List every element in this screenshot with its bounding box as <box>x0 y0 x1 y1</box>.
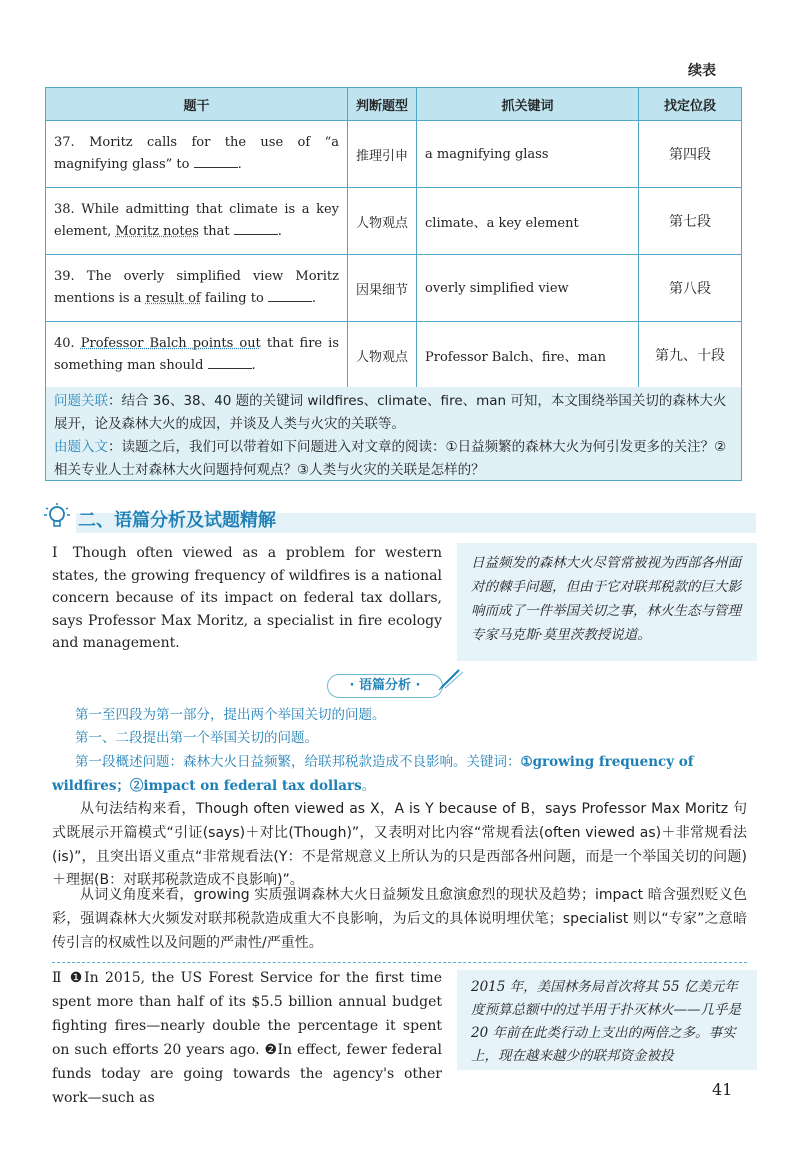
table-header-row <box>46 88 742 121</box>
question-location: 第七段 <box>639 188 742 255</box>
question-location: 第四段 <box>639 121 742 188</box>
table-row <box>46 322 742 389</box>
question-keyword: Professor Balch、fire、man <box>417 322 639 389</box>
question-keyword: a magnifying glass <box>417 121 639 188</box>
info-entry: 由题入文：读题之后，我们可以带着如下问题进入对文章的阅读：①日益频繁的森林大火为何引发更多的关注？②相关专业人士对森林大火问题持何观点？③人类与火灾的关联是怎样的？ <box>54 439 727 478</box>
table-row <box>46 188 742 255</box>
question-table <box>45 87 742 389</box>
info-relation: 问题关联：结合 36、38、40 题的关键词 wildfires、climate、fire、man 可知，本文围绕举国关切的森林大火展开，论及森林大火的成因，并谈及人类与火灾的关联等。 <box>54 393 727 432</box>
table-row <box>46 255 742 322</box>
info-label-relation: 问题关联 <box>54 393 108 409</box>
question-info-box <box>45 387 742 481</box>
question-keyword: overly simplified view <box>417 255 639 322</box>
section-heading <box>40 503 760 533</box>
continued-label: 续表 <box>688 63 716 79</box>
question-type: 推理引申 <box>348 121 417 188</box>
paragraph-1-english: Ⅰ Though often viewed as a problem for western states, the growing frequency of wildfires is a national concern because of its impact on federal tax dollars, says Professor Max Moritz, a specialist in fire ecology and management. <box>52 545 442 651</box>
answer-blank <box>234 222 278 235</box>
question-type: 人物观点 <box>348 322 417 389</box>
col-header-type: 判断题型 <box>348 88 417 121</box>
section-title: 二、语篇分析及试题精解 <box>78 510 276 531</box>
paragraph-2-translation: 2015 年，美国林务局首次将其 55 亿美元年度预算总额中的过半用于扑灭林火——几乎是 20 年前在此类行动上支出的两倍之多。事实上，现在越来越少的联邦资金被投 <box>457 970 757 1070</box>
paragraph-2-english: Ⅱ ❶In 2015, the US Forest Service for the first time spent more than half of its $5.5 billion annual budget fighting fires—nearly double the percentage it spent on such efforts 20 years ago. ❷In effect, fewer federal funds today are going towards the agency's other work—such as <box>52 970 442 1106</box>
question-type: 人物观点 <box>348 188 417 255</box>
question-location: 第八段 <box>639 255 742 322</box>
question-stem: 39. The overly simplified view Moritz mentions is a result of failing to . <box>46 255 348 322</box>
col-header-stem: 题干 <box>46 88 348 121</box>
question-keyword: climate、a key element <box>417 188 639 255</box>
question-stem: 37. Moritz calls for the use of “a magnifying glass” to . <box>46 121 348 188</box>
question-stem: 40. Professor Balch points out that fire is something man should . <box>46 322 348 389</box>
answer-blank <box>268 289 312 302</box>
syntax-analysis: 从句法结构来看，Though often viewed as X，A is Y because of B，says Professor Max Moritz 句式既展示开篇模式“引证(says)＋对比(Though)”，又表明对比内容“常规看法(often viewed as)＋非常规看法(is)”，且突出语义重点“非常规看法(Y：不是常规意义上所认为的只是西部各州问题，而是一个举国关切的问题)＋理据(B：对联邦税款造成不良影响)”。 <box>52 801 747 889</box>
analysis-line-2: 第一、二段提出第一个举国关切的问题。 <box>75 730 318 746</box>
table-row <box>46 121 742 188</box>
info-label-entry: 由题入文 <box>54 439 108 455</box>
question-location: 第九、十段 <box>639 322 742 389</box>
analysis-label: · 语篇分析 · <box>327 674 443 698</box>
analysis-keywords: ①growing frequency of wildfires；②impact on federal tax dollars <box>52 754 694 794</box>
analysis-line-1: 第一至四段为第一部分，提出两个举国关切的问题。 <box>75 707 386 723</box>
question-stem: 38. While admitting that climate is a key element, Moritz notes that . <box>46 188 348 255</box>
answer-blank <box>208 356 252 369</box>
lexical-analysis: 从词义角度来看，growing 实质强调森林大火日益频发且愈演愈烈的现状及趋势；impact 暗含强烈贬义色彩，强调森林大火频发对联邦税款造成重大不良影响，为后文的具体说明埋伏笔；specialist 则以“专家”之意暗传引言的权威性以及问题的严肃性/严重性。 <box>52 887 747 951</box>
lightbulb-icon <box>44 503 70 531</box>
dashed-divider <box>52 962 747 963</box>
page-number: 41 <box>712 1080 733 1099</box>
col-header-location: 找定位段 <box>639 88 742 121</box>
answer-blank <box>194 155 238 168</box>
question-type: 因果细节 <box>348 255 417 322</box>
paragraph-1-translation: 日益频发的森林大火尽管常被视为西部各州面对的棘手问题，但由于它对联邦税款的巨大影响而成了一件举国关切之事，林火生态与管理专家马克斯·莫里茨教授说道。 <box>457 543 757 661</box>
pen-icon <box>437 666 465 692</box>
col-header-keyword: 抓关键词 <box>417 88 639 121</box>
analysis-line-3: 第一段概述问题：森林大火日益频繁，给联邦税款造成不良影响。关键词：①growing frequency of wildfires；②impact on federal tax dollars。 <box>52 754 694 794</box>
